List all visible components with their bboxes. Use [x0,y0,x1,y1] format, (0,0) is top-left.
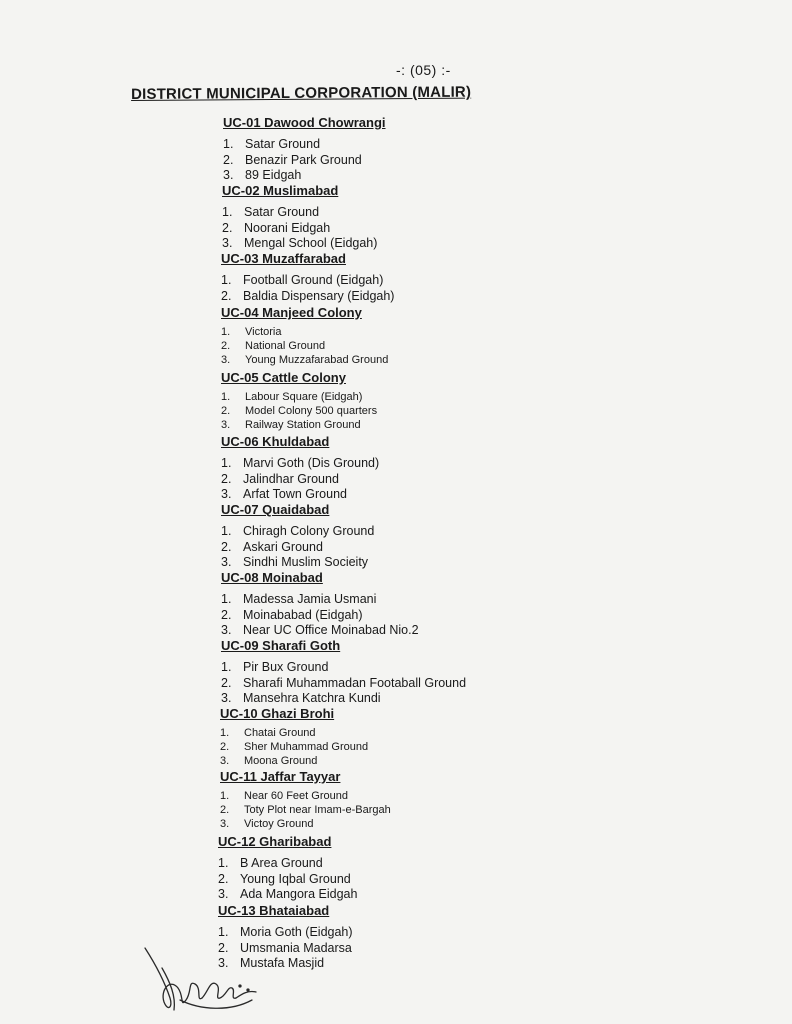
ground-list [218,856,357,903]
ground-list [220,727,368,768]
ground-list [221,524,374,571]
list-item: 1. Near 60 Feet Ground [220,790,348,802]
list-item: 1. Football Ground (Eidgah) [221,273,384,287]
uc-section-01 [223,115,386,184]
ground-list [221,391,377,432]
uc-title: UC-01 Dawood Chowrangi [223,115,386,130]
signature [140,940,270,1020]
list-item: 3. 89 Eidgah [223,168,302,182]
uc-section-05 [221,370,377,432]
uc-section-07 [221,502,374,571]
uc-title: UC-06 Khuldabad [221,434,330,449]
ground-list [223,137,386,184]
page-number: -: (05) :- [396,62,451,78]
list-item: 2. Noorani Eidgah [222,220,331,235]
ground-list [221,326,388,367]
list-item: 3. Victoy Ground [220,817,314,830]
list-item: 2. Baldia Dispensary (Eidgah) [221,288,395,303]
list-item: 3. Ada Mangora Eidgah [218,887,358,901]
list-item: 2. Umsmania Madarsa [218,940,352,955]
uc-section-03 [221,251,394,304]
uc-section-09 [221,638,466,707]
list-item: 2. Moinababad (Eidgah) [221,607,363,622]
list-item: 2. National Ground [221,339,326,352]
ground-list [220,790,391,831]
uc-title: UC-10 Ghazi Brohi [220,706,335,721]
uc-section-11 [220,769,391,831]
uc-title: UC-08 Moinabad [221,570,323,585]
list-item: 3. Mustafa Masjid [218,956,325,970]
list-item: 1. Satar Ground [222,205,320,219]
list-item: 1. Marvi Goth (Dis Ground) [221,456,380,470]
list-item: 3. Sindhi Muslim Socieity [221,555,369,569]
ground-list [221,456,379,503]
list-item: 2. Askari Ground [221,539,323,554]
list-item: 3. Railway Station Ground [221,418,361,431]
list-item: 2. Sharafi Muhammadan Footaball Ground [221,675,467,690]
list-item: 3. Arfat Town Ground [221,487,347,501]
list-item: 1. B Area Ground [218,856,323,870]
list-item: 1. Moria Goth (Eidgah) [218,925,353,939]
ground-list [221,592,419,639]
list-item: 2. Toty Plot near Imam-e-Bargah [220,803,391,816]
uc-section-06 [221,434,379,503]
list-item: 1. Labour Square (Eidgah) [221,391,363,403]
list-item: 2. Benazir Park Ground [223,152,362,167]
list-item: 1. Pir Bux Ground [221,660,329,674]
list-item: 1. Chiragh Colony Ground [221,524,375,538]
uc-section-12 [218,834,357,903]
list-item: 3. Moona Ground [220,754,318,767]
list-item: 2. Model Colony 500 quarters [221,404,378,417]
ground-list [221,660,466,707]
uc-title: UC-13 Bhataiabad [218,903,330,918]
uc-section-04 [221,305,388,367]
list-item: 3. Mengal School (Eidgah) [222,236,378,250]
uc-title: UC-04 Manjeed Colony [221,305,362,320]
list-item: 3. Near UC Office Moinabad Nio.2 [221,623,419,637]
list-item: 1. Chatai Ground [220,727,316,739]
ground-list [221,273,394,304]
list-item: 3. Mansehra Katchra Kundi [221,691,381,705]
ground-list [222,205,377,252]
uc-title: UC-11 Jaffar Tayyar [220,769,341,784]
list-item: 1. Satar Ground [223,137,321,151]
uc-title: UC-03 Muzaffarabad [221,251,346,266]
uc-section-02 [222,183,377,252]
uc-title: UC-09 Sharafi Goth [221,638,341,653]
document-heading: DISTRICT MUNICIPAL CORPORATION (MALIR) [131,83,472,103]
list-item: 1. Victoria [221,326,282,338]
list-item: 2. Jalindhar Ground [221,471,339,486]
uc-section-08 [221,570,419,639]
uc-title: UC-05 Cattle Colony [221,370,346,385]
uc-section-10 [220,706,368,768]
list-item: 3. Young Muzzafarabad Ground [221,353,389,366]
list-item: 2. Sher Muhammad Ground [220,740,369,753]
list-item: 2. Young Iqbal Ground [218,871,351,886]
list-item: 1. Madessa Jamia Usmani [221,592,377,606]
uc-title: UC-12 Gharibabad [218,834,332,849]
uc-title: UC-07 Quaidabad [221,502,330,517]
uc-title: UC-02 Muslimabad [222,183,339,198]
